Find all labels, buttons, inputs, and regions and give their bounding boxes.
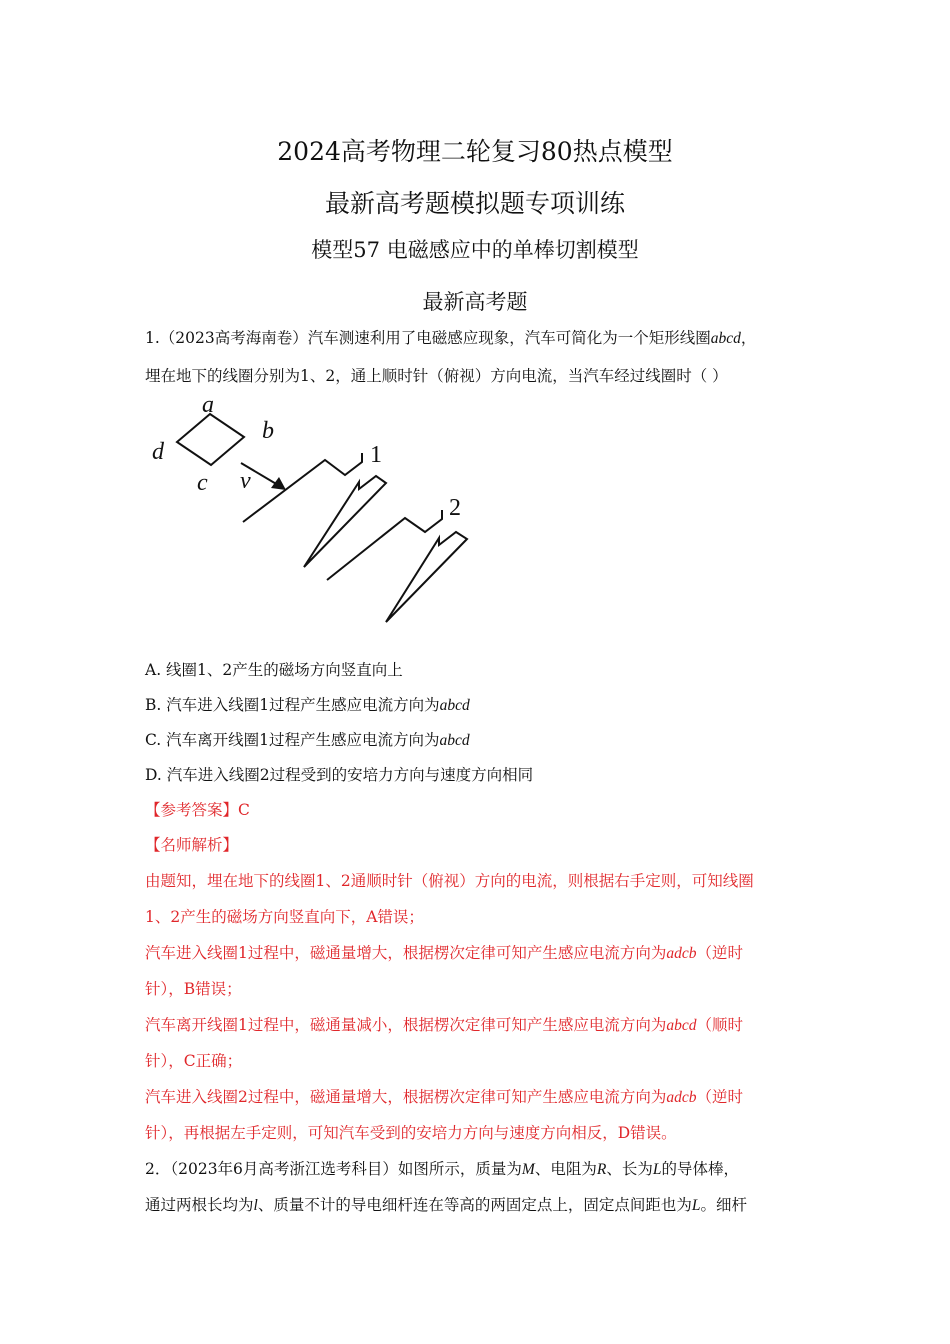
ground-coil-2: [327, 510, 467, 622]
doc-title: 2024高考物理二轮复习80热点模型: [277, 137, 673, 166]
label-2: 2: [449, 495, 461, 521]
q2-stem-line2: 通过两根长均为l、质量不计的导电细杆连在等高的两固定点上，固定点间距也为L。细杆: [145, 1196, 747, 1214]
option-a: A. 线圈1、2产生的磁场方向竖直向上: [145, 661, 403, 679]
analysis-line: 1、2产生的磁场方向竖直向下，A错误；: [145, 908, 424, 926]
label-c: c: [197, 470, 208, 496]
analysis-line: 汽车进入线圈2过程中，磁通量增大，根据楞次定律可知产生感应电流方向为adcb（逆时: [145, 1088, 744, 1106]
label-a: a: [202, 392, 214, 418]
analysis-line: 由题知，埋在地下的线圈1、2通顺时针（俯视）方向的电流，则根据右手定则，可知线圈: [145, 872, 754, 890]
section-title: 最新高考题: [422, 290, 528, 314]
model-title: 模型57 电磁感应中的单棒切割模型: [311, 238, 639, 262]
label-d: d: [152, 439, 164, 465]
analysis-line: 针），再根据左手定则，可知汽车受到的安培力方向与速度方向相反，D错误。: [145, 1124, 677, 1142]
analysis-line: 汽车离开线圈1过程中，磁通量减小，根据楞次定律可知产生感应电流方向为abcd（顺时: [145, 1016, 744, 1034]
label-v: v: [240, 468, 251, 494]
velocity-arrow-head: [271, 477, 286, 490]
label-b: b: [262, 418, 274, 444]
option-c: C. 汽车离开线圈1过程产生感应电流方向为abcd: [145, 731, 470, 749]
analysis-title: 【名师解析】: [145, 836, 239, 854]
coil-figure: [140, 390, 520, 635]
analysis-line: 汽车进入线圈1过程中，磁通量增大，根据楞次定律可知产生感应电流方向为adcb（逆时: [145, 944, 744, 962]
option-d: D. 汽车进入线圈2过程受到的安培力方向与速度方向相同: [145, 766, 534, 784]
label-1: 1: [370, 442, 382, 468]
q2-stem-line1: 2．（2023年6月高考浙江选考科目）如图所示，质量为M、电阻为R、长为L的导体棒，: [145, 1160, 739, 1178]
q1-stem-line2: 埋在地下的线圈分别为1、2，通上顺时针（俯视）方向电流，当汽车经过线圈时（ ）: [145, 367, 728, 385]
analysis-line: 针），B错误；: [145, 980, 242, 998]
car-coil-abcd: [177, 414, 244, 465]
option-b: B. 汽车进入线圈1过程产生感应电流方向为abcd: [145, 696, 470, 714]
doc-subtitle: 最新高考题模拟题专项训练: [324, 189, 625, 218]
answer: 【参考答案】C: [145, 801, 250, 819]
q1-stem-line1: 1.（2023高考海南卷）汽车测速利用了电磁感应现象，汽车可简化为一个矩形线圈abcd，: [145, 329, 757, 347]
analysis-line: 针），C正确；: [145, 1052, 243, 1070]
